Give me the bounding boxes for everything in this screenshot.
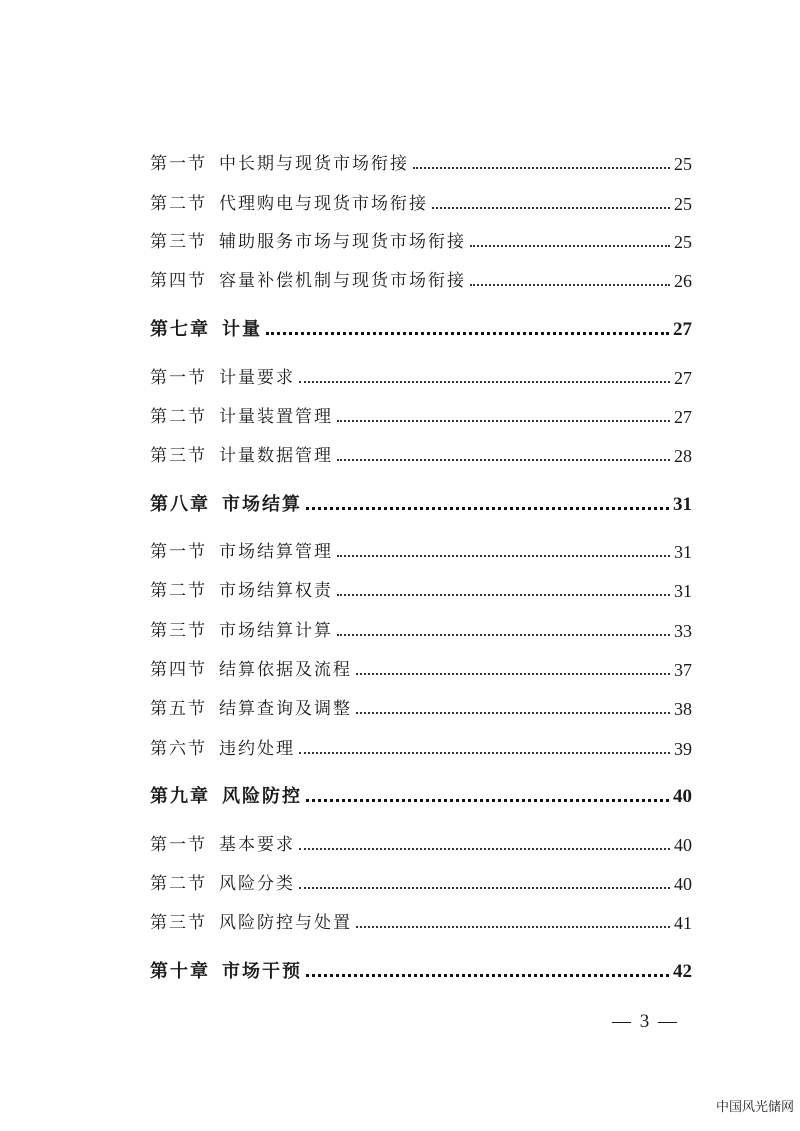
toc-entry-section[interactable] [150,829,692,855]
toc-entry-label: 第一节 市场结算管理 [150,542,333,562]
dot-leader [306,507,669,510]
toc-entry-section[interactable] [150,615,692,641]
toc-entry-label: 第四节 容量补偿机制与现货市场衔接 [150,271,466,291]
dot-leader [337,594,670,596]
toc-page-number: 28 [674,446,692,466]
toc-page-number: 27 [674,368,692,388]
toc-entry-label: 第二节 计量装置管理 [150,407,333,427]
toc-entry-label: 第一节 基本要求 [150,835,295,855]
dot-leader [337,555,670,557]
toc-page-number: 33 [674,621,692,641]
toc-entry-section[interactable] [150,693,692,719]
dot-leader [470,245,670,247]
dot-leader [337,420,670,422]
toc-entry-label: 第二节 市场结算权责 [150,581,333,601]
dot-leader [432,207,670,209]
dot-leader [337,459,670,461]
toc-entry-label: 第七章 计量 [150,319,262,340]
toc-entry-section[interactable] [150,188,692,214]
toc-entry-label: 第三节 计量数据管理 [150,446,333,466]
toc-entry-label: 第三节 辅助服务市场与现货市场衔接 [150,232,466,252]
toc-page-number: 40 [674,835,692,855]
toc-page-number: 38 [674,699,692,719]
toc-entry-section[interactable] [150,654,692,680]
toc-page-number: 27 [674,407,692,427]
dot-leader [299,752,670,754]
toc-page-number: 31 [674,542,692,562]
toc-entry-label: 第九章 风险防控 [150,786,302,807]
toc-entry-label: 第三节 市场结算计算 [150,621,333,641]
toc-entry-chapter[interactable] [150,781,692,807]
toc-entry-chapter[interactable] [150,489,692,515]
toc-entry-chapter[interactable] [150,956,692,982]
dot-leader [306,799,669,802]
page-footer-number: — 3 — [612,1011,679,1032]
toc-entry-label: 第十章 市场干预 [150,961,302,982]
toc-page-number: 42 [673,961,692,982]
dot-leader [266,332,669,335]
toc-entry-section[interactable] [150,907,692,933]
toc-entry-section[interactable] [150,733,692,759]
toc-entry-section[interactable] [150,868,692,894]
toc-page-number: 25 [674,154,692,174]
toc-entry-label: 第二节 风险分类 [150,874,295,894]
toc-entry-section[interactable] [150,265,692,291]
toc-page-number: 26 [674,271,692,291]
toc-entry-label: 第四节 结算依据及流程 [150,660,352,680]
dot-leader [413,167,670,169]
toc-entry-label: 第八章 市场结算 [150,494,302,515]
toc-entry-section[interactable] [150,148,692,174]
toc-page-number: 31 [674,581,692,601]
toc-page-number: 31 [673,494,692,515]
toc-entry-label: 第一节 中长期与现货市场衔接 [150,154,409,174]
dot-leader [356,926,670,928]
dot-leader [299,848,670,850]
toc-page-number: 37 [674,660,692,680]
toc-page-number: 39 [674,739,692,759]
toc-entry-chapter[interactable] [150,314,692,340]
dot-leader [299,887,670,889]
toc-entry-section[interactable] [150,536,692,562]
toc-entry-label: 第一节 计量要求 [150,368,295,388]
toc-page-number: 40 [674,874,692,894]
toc-entry-section[interactable] [150,226,692,252]
toc-page-number: 27 [673,319,692,340]
toc-entry-label: 第三节 风险防控与处置 [150,913,352,933]
dot-leader [337,634,670,636]
site-watermark: 中国风光储网 [716,1100,795,1115]
toc-page-number: 25 [674,194,692,214]
dot-leader [299,381,670,383]
dot-leader [306,974,669,977]
dot-leader [356,673,670,675]
toc-entry-label: 第五节 结算查询及调整 [150,699,352,719]
toc-page-number: 40 [673,786,692,807]
toc-page-number: 25 [674,232,692,252]
toc-entry-label: 第六节 违约处理 [150,739,295,759]
toc-entry-section[interactable] [150,401,692,427]
toc-entry-section[interactable] [150,575,692,601]
toc-entry-label: 第二节 代理购电与现货市场衔接 [150,194,428,214]
toc-entry-section[interactable] [150,440,692,466]
dot-leader [470,284,670,286]
toc-page-number: 41 [674,913,692,933]
dot-leader [356,712,670,714]
toc-entry-section[interactable] [150,362,692,388]
